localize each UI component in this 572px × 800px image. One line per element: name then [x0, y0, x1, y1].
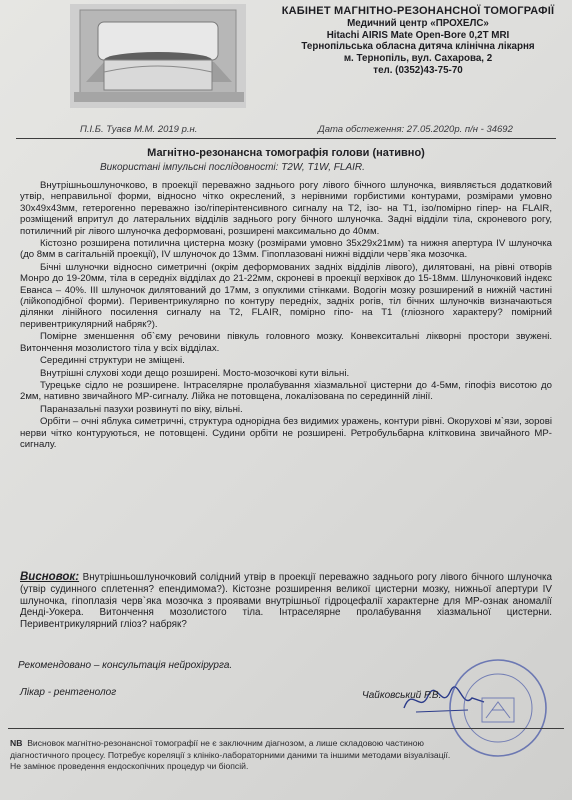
finding-paragraph: Внутрішні слухові ходи дещо розширені. Мосто-мозочкові кути вільні.	[40, 367, 350, 379]
conclusion-text: Внутрішньошлуночковий солідний утвір в проекції переважно заднього рогу лівого бічного шлуночка (утвір судинного сплетення? епендимома?). Кістозне розширення великої цистерни мозку, нижньої апертури IV шлуночка, гіпоплазія черв`яка мозочка з проявами внутрішньої гідроцефалії характерне для МР-ознак аномалії Денді-Уокера. Витончення мозолистого тіла. Інтраселярне пролабування хіазмальної цистерни. Перивентрикулярний гліоз? набряк?	[20, 572, 552, 631]
nb-line-1: Висновок магнітно-резонансної томографії не є заключним діагнозом, а лише складовою частиною	[27, 738, 424, 748]
finding-paragraph: Турецьке сідло не розширене. Інтраселярне пролабування хіазмальної цистерни до 4-5мм, гіпофіз висотою до 2мм, нативно звичайного МР-сигналу. Лійка не потовщена, локалізована по серединній лінії.	[20, 379, 552, 403]
conclusion-label: Висновок:	[20, 571, 80, 583]
footer-divider	[8, 728, 564, 729]
finding-paragraph: Бічні шлуночки відносно симетричні (окрім деформованих задніх відділів лівого), дилятовані, на рівні отворів Монро до 19-20мм, тіла в середніх відділах до 21-22мм, скроневі в проекції верхівок до 15-18мм. Шлуночковий індекс Еванса – 40%. III шлуночок дилятований до 17мм, з опуклими стінками. Водогін мозку розширений в нижній частині (лійкоподібної форми). Перивентрикулярно по контуру передніх, задніх рогів, тіл бічних шлуночків визначаються ділянки лінійного посилення сигналу на Т2, FLAIR, помірно гіпо- на Т1 (гліозного характеру? помірний перивентрикулярний набряк?).	[20, 261, 552, 330]
sequences-line: Використані імпульсні послідовності: T2W, T1W, FLAIR.	[100, 162, 365, 173]
doctor-role: Лікар - рентгенолог	[20, 687, 117, 698]
mri-scanner-logo	[64, 2, 254, 112]
report-body	[20, 180, 552, 451]
patient-line: П.І.Б. Туаєв М.М. 2019 р.н.	[80, 124, 198, 135]
exam-date: Дата обстеження: 27.05.2020р. п/н - 34692	[318, 124, 513, 135]
nb-disclaimer	[10, 738, 558, 773]
finding-paragraph: Серединні структури не зміщені.	[40, 355, 185, 367]
center-name: Медичний центр «ПРОХЕЛС»	[347, 17, 489, 29]
clinic-header	[268, 6, 568, 77]
clinic-phone: тел. (0352)43-75-70	[373, 64, 463, 76]
hospital-name: Тернопільська обласна дитяча клінічна лікарня	[301, 41, 535, 53]
nb-label: NB	[10, 738, 23, 748]
conclusion-block	[20, 572, 552, 631]
doctor-name: Чайковський Р.В.	[362, 690, 442, 701]
device-name: Hitachi AIRIS Mate Open-Bore 0,2T MRI	[326, 29, 510, 41]
nb-line-3: Не замінює проведення ендоскопічних процедур чи біопсій.	[10, 761, 249, 772]
finding-paragraph: Кістозно розширена потилична цистерна мозку (розмірами умовно 35х29х21мм) та нижня апертура IV шлуночка (до 8мм в сагітальній проекції), IV шлуночок до 13мм. Гіпоплазовані нижні відділи черв`яка мозочка.	[20, 238, 552, 261]
report-title: Магнітно-резонансна томографія голови (нативно)	[147, 147, 425, 159]
finding-paragraph: Помірне зменшення об`єму речовини півкуль головного мозку. Конвекситальні лікворні простори звужені. Витончення мозолистого тіла у всіх відділах.	[20, 331, 552, 354]
recommendation: Рекомендовано – консультація нейрохірурга.	[18, 660, 233, 671]
finding-paragraph: Орбіти – очні яблука симетричні, структура однорідна без видимих уражень, контури рівні. Окорухові м`язи, зорові нерви чітко контуруються, не потовщені. Судини орбіти не розширені. Ретробульбарна клітковина звичайного МР-сигналу.	[20, 416, 552, 450]
cabinet-title: КАБІНЕТ МАГНІТНО-РЕЗОНАНСНОЇ ТОМОГРАФІЇ	[281, 5, 555, 17]
nb-line-2: діагностичного процесу. Потребує кореляції з клініко-лабораторними даними та іншими методами візуалізації.	[10, 749, 451, 760]
header-divider	[16, 138, 556, 139]
finding-paragraph: Внутрішньошлуночково, в проекції переважно заднього рогу лівого бічного шлуночка, виявляється додатковий утвір, неправильної форми, відносно чітко окреслений, з нерівними горбистими контурами, розмірами умовно 30х49х43мм, гетерогенно переважно ізо/гіперінтенсивного сигналу на Т2, ізо- на Т1, ізо/помірно гіпер- на FLAIR, розміщений впритул до латеральних відділів заднього рогу бічного шлуночка. Задні відділи тіла, скроневого рогу, потиличний ріг лівого шлуночка деформовані, розширені максимально до 40мм.	[20, 180, 552, 237]
finding-paragraph: Параназальні пазухи розвинуті по віку, вільні.	[40, 403, 243, 415]
clinic-address: м. Тернопіль, вул. Сахарова, 2	[343, 53, 493, 65]
